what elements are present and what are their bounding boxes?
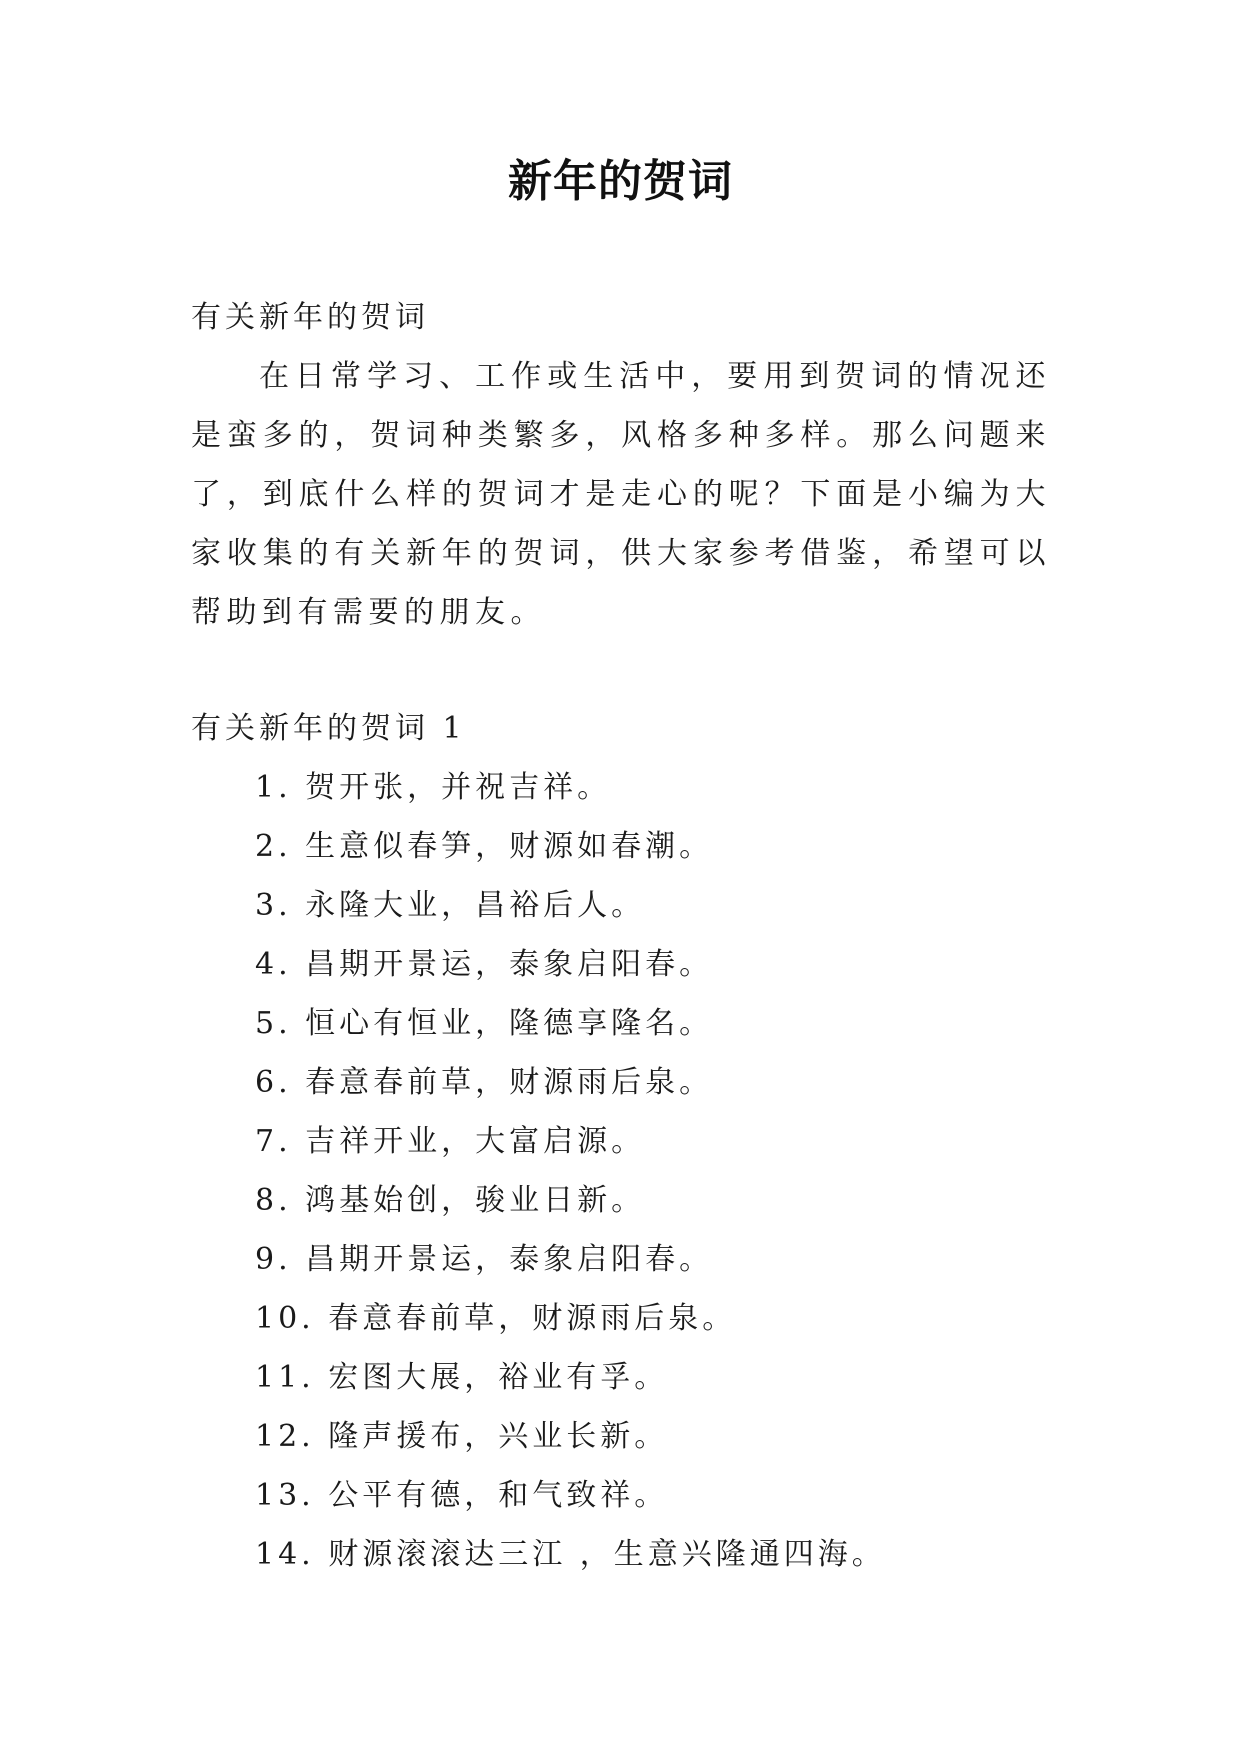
- list-item: 3. 永隆大业，昌裕后人。: [255, 888, 646, 923]
- list-item: 2. 生意似春笋，财源如春潮。: [255, 829, 714, 864]
- greeting-list: [191, 758, 1051, 1584]
- section-heading: 有关新年的贺词 1: [191, 711, 466, 746]
- list-item: 5. 恒心有恒业，隆德享隆名。: [255, 1006, 714, 1041]
- list-item: 12. 隆声援布，兴业长新。: [255, 1419, 669, 1454]
- list-item: 7. 吉祥开业，大富启源。: [255, 1124, 646, 1159]
- list-item: 9. 昌期开景运，泰象启阳春。: [255, 1242, 714, 1277]
- list-item: 14. 财源滚滚达三江 ，生意兴隆通四海。: [255, 1537, 886, 1572]
- list-item: 8. 鸿基始创，骏业日新。: [255, 1183, 646, 1218]
- list-item: 4. 昌期开景运，泰象启阳春。: [255, 947, 714, 982]
- document-body: [191, 288, 1051, 1584]
- list-item: 11. 宏图大展，裕业有孚。: [255, 1360, 669, 1395]
- list-item: 6. 春意春前草，财源雨后泉。: [255, 1065, 714, 1100]
- subtitle: 有关新年的贺词: [191, 300, 429, 335]
- intro-paragraph: 在日常学习、工作或生活中，要用到贺词的情况还是蛮多的，贺词种类繁多，风格多种多样。那么问题来了，到底什么样的贺词才是走心的呢？下面是小编为大家收集的有关新年的贺词，供大家参考借鉴，希望可以帮助到有需要的朋友。: [191, 359, 1051, 630]
- list-item: 1. 贺开张，并祝吉祥。: [255, 770, 612, 805]
- document-title: 新年的贺词: [508, 156, 733, 207]
- list-item: 13. 公平有德，和气致祥。: [255, 1478, 669, 1513]
- paragraph-spacer: [191, 642, 1051, 699]
- list-item: 10. 春意春前草，财源雨后泉。: [255, 1301, 737, 1336]
